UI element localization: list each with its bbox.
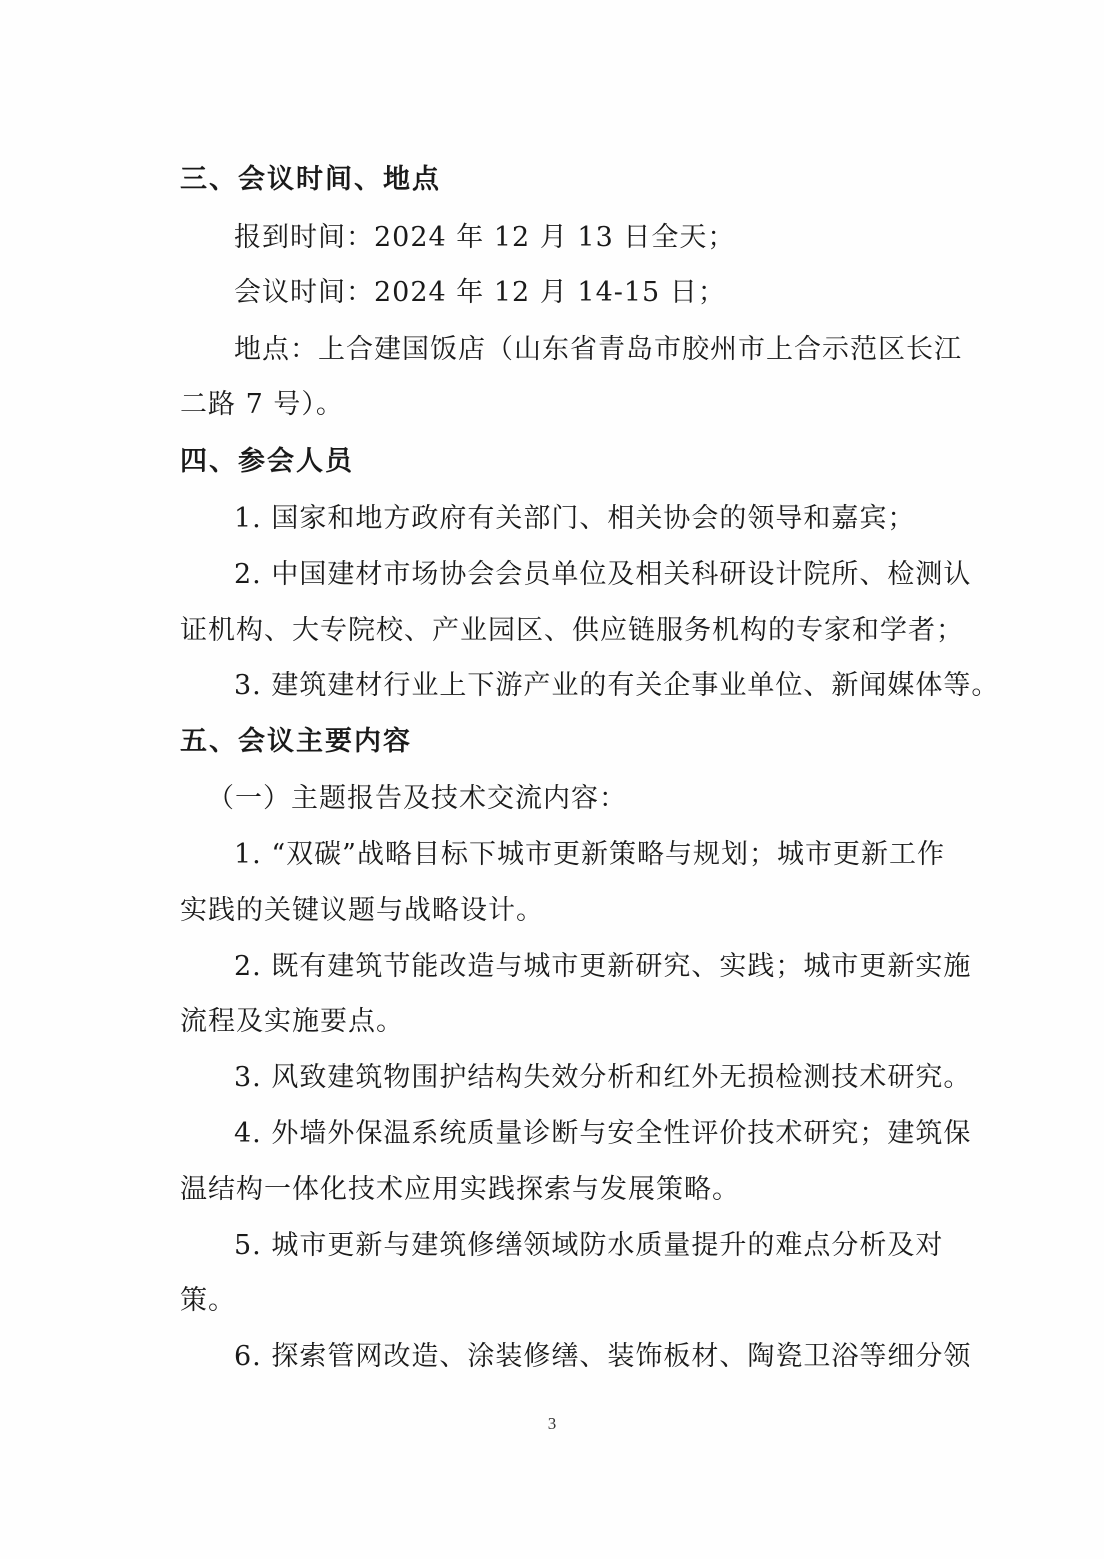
content-item-4-line-1: 4. 外墙外保温系统质量诊断与安全性评价技术研究；建筑保 (234, 1118, 972, 1149)
content-item-2-line-2: 流程及实施要点。 (180, 1006, 404, 1037)
attendee-item-1: 1. 国家和地方政府有关部门、相关协会的领导和嘉宾； (234, 503, 916, 534)
content-item-4-line-2: 温结构一体化技术应用实践探索与发展策略。 (180, 1174, 740, 1205)
registration-time: 报到时间：2024 年 12 月 13 日全天； (234, 222, 736, 253)
attendee-item-3: 3. 建筑建材行业上下游产业的有关企事业单位、新闻媒体等。 (234, 670, 1000, 701)
location-line-2: 二路 7 号）。 (180, 389, 344, 420)
subheading-topics: （一）主题报告及技术交流内容： (207, 783, 627, 814)
section-heading-time-location: 三、会议时间、地点 (180, 164, 441, 195)
location-line-1: 地点：上合建国饭店（山东省青岛市胶州市上合示范区长江 (234, 334, 962, 365)
content-item-5-line-2: 策。 (180, 1285, 236, 1316)
content-item-1-line-2: 实践的关键议题与战略设计。 (180, 895, 544, 926)
content-item-5-line-1: 5. 城市更新与建筑修缮领域防水质量提升的难点分析及对 (234, 1230, 944, 1261)
section-heading-attendees: 四、参会人员 (180, 446, 354, 477)
content-item-6-line-1: 6. 探索管网改造、涂装修缮、装饰板材、陶瓷卫浴等细分领 (234, 1341, 972, 1372)
attendee-item-2-line-1: 2. 中国建材市场协会会员单位及相关科研设计院所、检测认 (234, 559, 972, 590)
page-number: 3 (547, 1414, 557, 1433)
meeting-time: 会议时间：2024 年 12 月 14-15 日； (234, 277, 726, 308)
attendee-item-2-line-2: 证机构、大专院校、产业园区、供应链服务机构的专家和学者； (180, 615, 964, 646)
content-item-2-line-1: 2. 既有建筑节能改造与城市更新研究、实践；城市更新实施 (234, 951, 972, 982)
section-heading-main-content: 五、会议主要内容 (180, 726, 412, 757)
content-item-3: 3. 风致建筑物围护结构失效分析和红外无损检测技术研究。 (234, 1062, 972, 1093)
content-item-1-line-1: 1. “双碳”战略目标下城市更新策略与规划；城市更新工作 (234, 839, 945, 870)
